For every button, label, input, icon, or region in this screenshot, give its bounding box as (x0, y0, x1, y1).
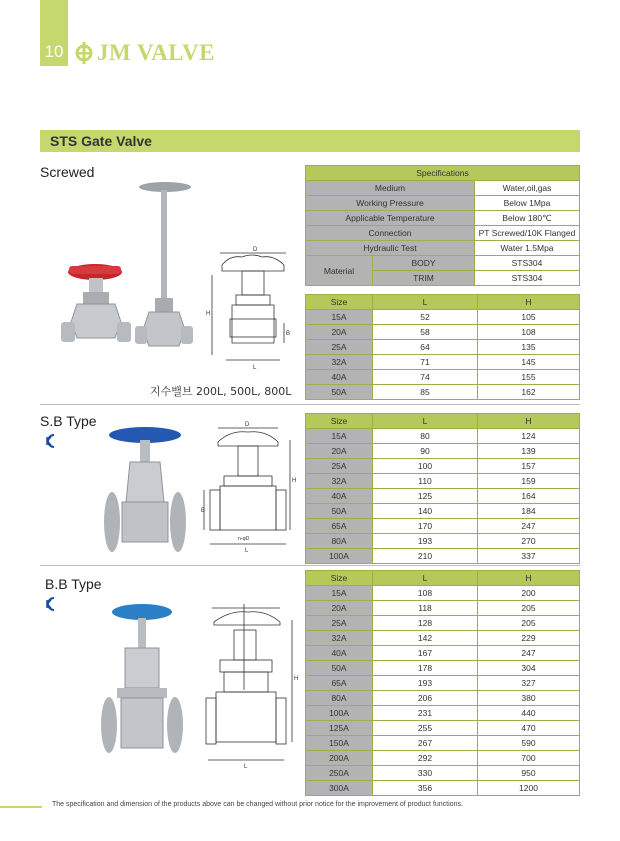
dim-label-h: H (294, 676, 299, 682)
l-cell: 206 (373, 691, 478, 706)
table-row (306, 676, 580, 691)
table-row (306, 504, 580, 519)
dim-label-l: L (244, 764, 248, 770)
h-cell: 155 (478, 370, 580, 385)
table-row (306, 370, 580, 385)
size-cell: 40A (306, 646, 373, 661)
material-trim-label: TRIM (373, 271, 475, 286)
l-cell: 64 (373, 340, 478, 355)
col-header-size: Size (306, 571, 373, 586)
sb-size-table (305, 413, 580, 564)
table-row (306, 736, 580, 751)
brand-name: JM VALVE (97, 40, 215, 65)
table-row (306, 519, 580, 534)
h-cell: 184 (478, 504, 580, 519)
h-cell: 337 (478, 549, 580, 564)
h-cell: 440 (478, 706, 580, 721)
table-row (306, 601, 580, 616)
spec-value: PT Screwed/10K Flanged (475, 226, 580, 241)
l-cell: 125 (373, 489, 478, 504)
h-cell: 247 (478, 519, 580, 534)
jm-logo-icon (74, 42, 94, 64)
table-row (306, 549, 580, 564)
dim-label-h: H (292, 478, 297, 484)
size-cell: 40A (306, 489, 373, 504)
size-cell: 80A (306, 691, 373, 706)
h-cell: 205 (478, 601, 580, 616)
l-cell: 193 (373, 676, 478, 691)
l-cell: 142 (373, 631, 478, 646)
table-row (306, 781, 580, 796)
size-cell: 250A (306, 766, 373, 781)
l-cell: 210 (373, 549, 478, 564)
l-cell: 80 (373, 429, 478, 444)
col-header-h: H (478, 295, 580, 310)
table-row (306, 474, 580, 489)
l-cell: 356 (373, 781, 478, 796)
dim-label-nd: n-φD (238, 536, 250, 542)
table-row (306, 325, 580, 340)
col-header-h: H (478, 571, 580, 586)
footer-accent-line (0, 806, 42, 808)
table-row (306, 340, 580, 355)
spec-name: Medium (306, 181, 475, 196)
material-body-label: BODY (373, 256, 475, 271)
l-cell: 170 (373, 519, 478, 534)
spec-value: Below 180℃ (475, 211, 580, 226)
size-cell: 50A (306, 504, 373, 519)
h-cell: 380 (478, 691, 580, 706)
bb-rows (306, 586, 580, 796)
kc-mark-icon (44, 596, 56, 612)
l-cell: 85 (373, 385, 478, 400)
size-cell: 150A (306, 736, 373, 751)
dim-label-l: L (245, 548, 249, 554)
spec-name: Hydraulic Test (306, 241, 475, 256)
size-cell: 50A (306, 385, 373, 400)
l-cell: 52 (373, 310, 478, 325)
l-cell: 118 (373, 601, 478, 616)
dim-label-b: B (286, 331, 291, 337)
material-label: Material (306, 256, 373, 286)
table-row (306, 691, 580, 706)
table-row (306, 706, 580, 721)
screwed-rows (306, 310, 580, 400)
l-cell: 255 (373, 721, 478, 736)
col-header-size: Size (306, 295, 373, 310)
size-cell: 15A (306, 586, 373, 601)
col-header-h: H (478, 414, 580, 429)
l-cell: 110 (373, 474, 478, 489)
l-cell: 108 (373, 586, 478, 601)
dim-label-h: H (206, 311, 211, 317)
h-cell: 700 (478, 751, 580, 766)
h-cell: 1200 (478, 781, 580, 796)
table-row (306, 631, 580, 646)
table-row (306, 355, 580, 370)
screwed-label: Screwed (40, 164, 95, 180)
col-header-l: L (373, 414, 478, 429)
h-cell: 205 (478, 616, 580, 631)
l-cell: 58 (373, 325, 478, 340)
l-cell: 71 (373, 355, 478, 370)
table-row (306, 489, 580, 504)
size-cell: 20A (306, 325, 373, 340)
h-cell: 162 (478, 385, 580, 400)
spec-title: Specifications (306, 166, 580, 181)
bb-type-label: B.B Type (45, 576, 102, 592)
spec-name: Working Pressure (306, 196, 475, 211)
screwed-size-table (305, 294, 580, 400)
size-cell: 125A (306, 721, 373, 736)
table-row (306, 616, 580, 631)
h-cell: 590 (478, 736, 580, 751)
size-cell: 300A (306, 781, 373, 796)
screwed-caption: 지수밸브 200L, 500L, 800L (150, 385, 292, 398)
h-cell: 124 (478, 429, 580, 444)
col-header-size: Size (306, 414, 373, 429)
spec-value: Below 1Mpa (475, 196, 580, 211)
table-row (306, 646, 580, 661)
col-header-l: L (373, 295, 478, 310)
size-cell: 50A (306, 661, 373, 676)
l-cell: 267 (373, 736, 478, 751)
h-cell: 327 (478, 676, 580, 691)
spec-name: Connection (306, 226, 475, 241)
table-row (306, 586, 580, 601)
l-cell: 292 (373, 751, 478, 766)
l-cell: 100 (373, 459, 478, 474)
table-row (306, 385, 580, 400)
material-body-value: STS304 (475, 256, 580, 271)
h-cell: 304 (478, 661, 580, 676)
specifications-table (305, 165, 580, 286)
h-cell: 950 (478, 766, 580, 781)
size-cell: 32A (306, 631, 373, 646)
h-cell: 135 (478, 340, 580, 355)
brand-logo (74, 40, 215, 66)
dim-label-l: L (253, 365, 257, 371)
footer-note: The specification and dimension of the products above can be changed without prior notice for the improvement of product functions. (52, 801, 463, 808)
spec-name: Applicable Temperature (306, 211, 475, 226)
l-cell: 128 (373, 616, 478, 631)
l-cell: 193 (373, 534, 478, 549)
h-cell: 229 (478, 631, 580, 646)
h-cell: 200 (478, 586, 580, 601)
table-row (306, 310, 580, 325)
screwed-valve-photo (55, 180, 205, 380)
l-cell: 74 (373, 370, 478, 385)
size-cell: 25A (306, 340, 373, 355)
h-cell: 157 (478, 459, 580, 474)
table-row (306, 751, 580, 766)
h-cell: 247 (478, 646, 580, 661)
size-cell: 200A (306, 751, 373, 766)
h-cell: 105 (478, 310, 580, 325)
dim-label-d: D (253, 247, 258, 253)
divider (40, 565, 580, 566)
h-cell: 159 (478, 474, 580, 489)
size-cell: 25A (306, 459, 373, 474)
h-cell: 145 (478, 355, 580, 370)
divider (40, 404, 580, 405)
screwed-technical-drawing (198, 245, 298, 375)
bb-technical-drawing (200, 600, 300, 770)
size-cell: 32A (306, 355, 373, 370)
h-cell: 164 (478, 489, 580, 504)
bb-size-table (305, 570, 580, 796)
section-title: STS Gate Valve (50, 133, 152, 149)
l-cell: 330 (373, 766, 478, 781)
h-cell: 270 (478, 534, 580, 549)
sb-type-label: S.B Type (40, 413, 97, 429)
size-cell: 32A (306, 474, 373, 489)
size-cell: 65A (306, 676, 373, 691)
l-cell: 231 (373, 706, 478, 721)
size-cell: 15A (306, 429, 373, 444)
size-cell: 65A (306, 519, 373, 534)
table-row (306, 534, 580, 549)
dim-label-b: B (201, 508, 206, 514)
kc-mark-icon (44, 433, 56, 449)
l-cell: 167 (373, 646, 478, 661)
col-header-l: L (373, 571, 478, 586)
spec-value: Water,oil,gas (475, 181, 580, 196)
bb-valve-photo (95, 600, 190, 765)
h-cell: 470 (478, 721, 580, 736)
sb-technical-drawing (200, 420, 300, 555)
table-row (306, 459, 580, 474)
size-cell: 15A (306, 310, 373, 325)
table-row (306, 661, 580, 676)
sb-rows (306, 429, 580, 564)
page-number: 10 (44, 42, 64, 61)
size-cell: 100A (306, 549, 373, 564)
size-cell: 25A (306, 616, 373, 631)
h-cell: 139 (478, 444, 580, 459)
size-cell: 20A (306, 601, 373, 616)
l-cell: 140 (373, 504, 478, 519)
dim-label-d: D (245, 422, 250, 428)
material-trim-value: STS304 (475, 271, 580, 286)
l-cell: 90 (373, 444, 478, 459)
spec-value: Water 1.5Mpa (475, 241, 580, 256)
sb-valve-photo (100, 425, 190, 560)
size-cell: 80A (306, 534, 373, 549)
size-cell: 40A (306, 370, 373, 385)
size-cell: 20A (306, 444, 373, 459)
l-cell: 178 (373, 661, 478, 676)
size-cell: 100A (306, 706, 373, 721)
table-row (306, 766, 580, 781)
table-row (306, 429, 580, 444)
table-row (306, 721, 580, 736)
h-cell: 108 (478, 325, 580, 340)
table-row (306, 444, 580, 459)
